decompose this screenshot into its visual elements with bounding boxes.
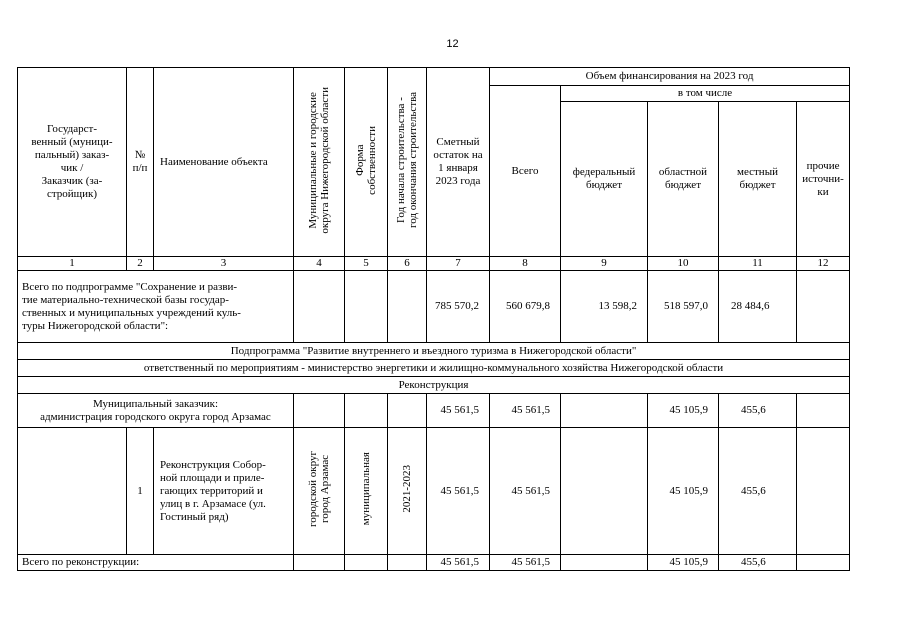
object-row bbox=[18, 428, 850, 555]
col-number: 2 bbox=[127, 257, 154, 271]
financing-table bbox=[17, 67, 850, 571]
subprogram-total-regional: 518 597,0 bbox=[648, 271, 719, 343]
col-number: 8 bbox=[490, 257, 561, 271]
subprogram-total-local: 28 484,6 bbox=[719, 271, 797, 343]
header-num: № п/п bbox=[127, 68, 154, 257]
col-number: 5 bbox=[345, 257, 388, 271]
customer-row bbox=[18, 394, 850, 428]
header-municipality: Муниципальные и городские округа Нижегородской области bbox=[307, 86, 331, 234]
responsible-line: ответственный по мероприятиям - министерство энергетики и жилищно-коммунального хозяйства Нижегородской области bbox=[18, 360, 850, 377]
header-regional: областной бюджет bbox=[648, 102, 719, 257]
header-estimate: Сметный остаток на 1 января 2023 года bbox=[427, 68, 490, 257]
col-number: 9 bbox=[561, 257, 648, 271]
subprogram-title: Подпрограмма "Развитие внутреннего и въездного туризма в Нижегородской области" bbox=[18, 343, 850, 360]
reconstruction-total-row bbox=[18, 555, 850, 571]
reconstruction-total-regional: 45 105,9 bbox=[648, 555, 719, 571]
col-number: 3 bbox=[154, 257, 294, 271]
column-numbers-row bbox=[18, 257, 850, 271]
customer-total: 45 561,5 bbox=[490, 394, 561, 428]
header-funding-group: Объем финансирования на 2023 год bbox=[490, 68, 850, 86]
object-years: 2021-2023 bbox=[401, 465, 413, 513]
object-regional: 45 105,9 bbox=[648, 428, 719, 555]
header-customer: Государст- венный (муници- пальный) заказ- чик / Заказчик (за- стройщик) bbox=[18, 68, 127, 257]
object-local: 455,6 bbox=[719, 428, 797, 555]
header-federal: федеральный бюджет bbox=[561, 102, 648, 257]
col-number: 12 bbox=[797, 257, 850, 271]
customer-label: Муниципальный заказчик: администрация городского округа город Арзамас bbox=[18, 394, 294, 428]
header-total: Всего bbox=[490, 86, 561, 257]
object-ownership: муниципальная bbox=[360, 452, 372, 526]
customer-estimate: 45 561,5 bbox=[427, 394, 490, 428]
header-local: местный бюджет bbox=[719, 102, 797, 257]
page-number: 12 bbox=[446, 38, 459, 50]
section-title: Реконструкция bbox=[18, 377, 850, 394]
object-municipality: городской округ город Арзамас bbox=[307, 450, 331, 528]
reconstruction-total-local: 455,6 bbox=[719, 555, 797, 571]
reconstruction-total-sum: 45 561,5 bbox=[490, 555, 561, 571]
subprogram-total-label: Всего по подпрограмме "Сохранение и разви- тие материально-технической базы государ- ственных и муниципальных учреждений куль- туры Нижегородской области": bbox=[18, 271, 294, 343]
subprogram-total-row bbox=[18, 271, 850, 343]
header-ownership: Форма собственности bbox=[354, 125, 378, 195]
col-number: 7 bbox=[427, 257, 490, 271]
object-total: 45 561,5 bbox=[490, 428, 561, 555]
customer-regional: 45 105,9 bbox=[648, 394, 719, 428]
col-number: 10 bbox=[648, 257, 719, 271]
col-number: 11 bbox=[719, 257, 797, 271]
header-object-name: Наименование объекта bbox=[154, 68, 294, 257]
reconstruction-total-estimate: 45 561,5 bbox=[427, 555, 490, 571]
subprogram-total-sum: 560 679,8 bbox=[490, 271, 561, 343]
subprogram-total-estimate: 785 570,2 bbox=[427, 271, 490, 343]
subprogram-total-federal: 13 598,2 bbox=[561, 271, 648, 343]
header-years: Год начала строительства - год окончания строительства bbox=[395, 92, 419, 228]
col-number: 4 bbox=[294, 257, 345, 271]
object-num: 1 bbox=[127, 428, 154, 555]
object-name: Реконструкция Собор- ной площади и приле- гающих территорий и улиц в г. Арзамасе (ул. Гостиный ряд) bbox=[154, 428, 294, 555]
object-estimate: 45 561,5 bbox=[427, 428, 490, 555]
customer-local: 455,6 bbox=[719, 394, 797, 428]
header-including: в том числе bbox=[561, 86, 850, 102]
reconstruction-total-label: Всего по реконструкции: bbox=[18, 555, 294, 571]
header-other: прочие источни- ки bbox=[797, 102, 850, 257]
col-number: 1 bbox=[18, 257, 127, 271]
col-number: 6 bbox=[388, 257, 427, 271]
